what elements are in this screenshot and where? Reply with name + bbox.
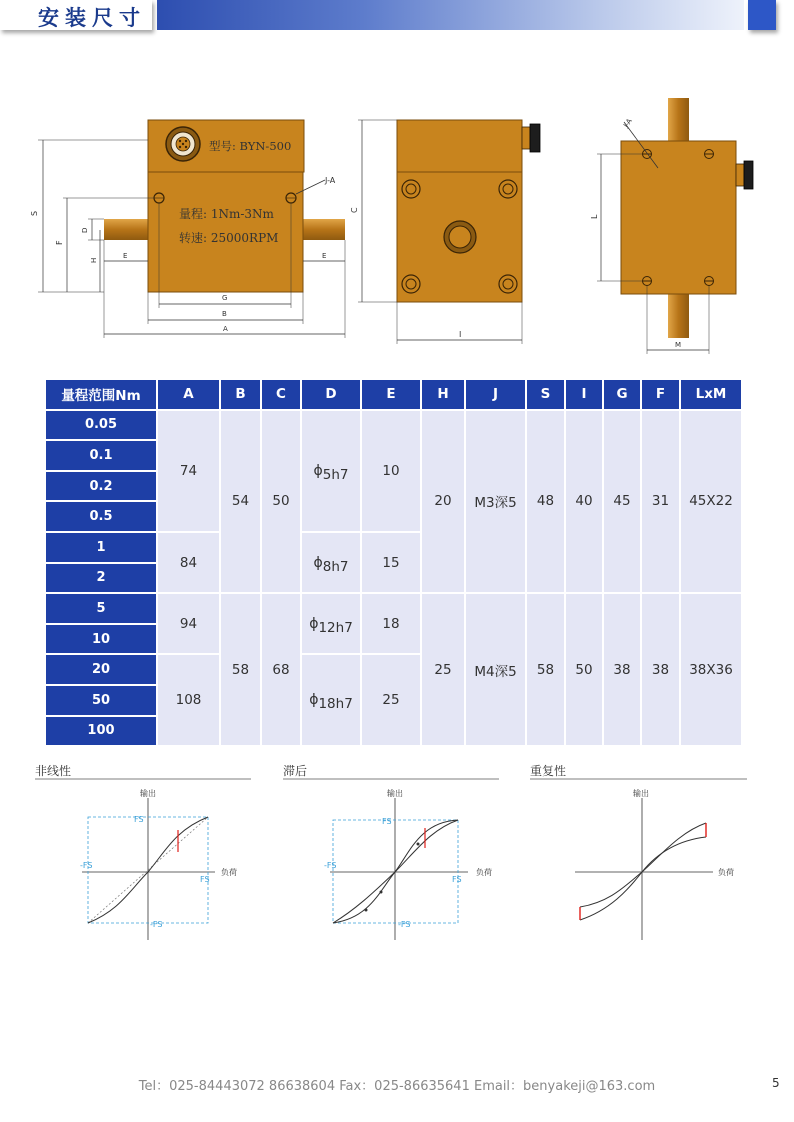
cell-C: 68	[261, 593, 301, 746]
fs-pos-label: FS	[382, 817, 392, 826]
dim-A-label: A	[223, 325, 228, 333]
cell-E: 15	[361, 532, 421, 593]
cell-G: 38	[603, 593, 641, 746]
cell-E: 10	[361, 410, 421, 532]
dim-C-label: C	[350, 207, 359, 213]
unloading-curve	[333, 820, 458, 923]
table-header-row	[45, 379, 742, 410]
dim-G-label: G	[222, 294, 228, 302]
cell-F: 31	[641, 410, 680, 594]
contact-footer: Tel：025-84443072 86638604 Fax：025-86635641 Email：benyakeji@163.com	[138, 1079, 656, 1094]
range-cell: 10	[45, 624, 157, 655]
dim-E-left-label: E	[123, 252, 128, 260]
cell-B: 58	[220, 593, 261, 746]
header-J: J	[465, 379, 526, 410]
dim-J2-label: J-A	[622, 117, 634, 130]
connector-icon	[166, 127, 200, 161]
side-connector	[530, 124, 540, 152]
cell-S: 48	[526, 410, 565, 594]
cell-H: 25	[421, 593, 465, 746]
y-axis-label: 输出	[633, 789, 649, 798]
phi-symbol: ϕ	[313, 462, 323, 479]
range-cell: 100	[45, 716, 157, 747]
top-view	[590, 98, 753, 354]
cell-D-value: 5h7	[322, 466, 349, 483]
cell-I: 40	[565, 410, 603, 594]
top-shaft-upper	[668, 98, 689, 143]
fs-pos-label: FS	[134, 815, 144, 824]
range-cell: 0.5	[45, 501, 157, 532]
header-A: A	[157, 379, 220, 410]
y-axis-label: 输出	[387, 789, 403, 798]
dim-H-label: H	[90, 257, 98, 263]
curve-upper	[580, 823, 706, 907]
header-B: B	[220, 379, 261, 410]
phi-symbol: ϕ	[313, 554, 323, 571]
dim-L-label: L	[590, 214, 599, 219]
characteristic-charts	[0, 760, 794, 950]
fs-neg-label: -FS	[80, 861, 93, 870]
front-view	[30, 120, 345, 338]
side-body	[397, 120, 522, 302]
cell-A: 108	[157, 654, 220, 746]
hysteresis-chart	[283, 763, 499, 940]
side-view	[350, 120, 540, 344]
header-LxM: LxM	[680, 379, 742, 410]
dim-D-label: D	[81, 227, 89, 233]
header-range: 量程范围Nm	[45, 379, 157, 410]
header-gradient-bar	[157, 0, 744, 30]
range-cell: 0.05	[45, 410, 157, 441]
model-label: 型号: BYN-500	[209, 139, 292, 153]
cell-B: 54	[220, 410, 261, 594]
top-body	[621, 141, 736, 294]
cell-S: 58	[526, 593, 565, 746]
fs-y-neg-label: -FS	[398, 920, 411, 929]
header-S: S	[526, 379, 565, 410]
phi-symbol: ϕ	[309, 692, 319, 709]
header-F: F	[641, 379, 680, 410]
speed-label: 转速: 25000RPM	[179, 231, 279, 245]
phi-symbol: ϕ	[309, 615, 319, 632]
nonlinearity-chart	[35, 763, 251, 940]
header-H: H	[421, 379, 465, 410]
right-shaft	[301, 219, 345, 240]
cell-A: 94	[157, 593, 220, 654]
fs-x-label: FS	[452, 875, 462, 884]
x-axis-label: 负荷	[221, 868, 237, 877]
header-E: E	[361, 379, 421, 410]
range-cell: 0.1	[45, 440, 157, 471]
cell-D	[301, 532, 361, 593]
fs-y-neg-label: -FS	[150, 920, 163, 929]
header-G: G	[603, 379, 641, 410]
cell-D-value: 8h7	[322, 558, 349, 575]
dim-M-label: M	[675, 341, 682, 349]
header-square	[748, 0, 776, 30]
cell-J: M3深5	[465, 410, 526, 594]
table-row	[45, 593, 742, 624]
cell-D	[301, 654, 361, 746]
top-shaft-lower	[668, 293, 689, 338]
cell-I: 50	[565, 593, 603, 746]
cell-J: M4深5	[465, 593, 526, 746]
top-connector	[744, 161, 753, 189]
cell-LxM: 38X36	[680, 593, 742, 746]
range-cell: 20	[45, 654, 157, 685]
y-axis-label: 输出	[140, 789, 156, 798]
left-shaft	[104, 219, 150, 240]
header-D: D	[301, 379, 361, 410]
cell-D	[301, 410, 361, 532]
cell-D-value: 18h7	[318, 696, 353, 713]
table-row	[45, 410, 742, 441]
page-number: 5	[772, 1076, 780, 1090]
cell-F: 38	[641, 593, 680, 746]
curve-lower	[580, 837, 706, 920]
cell-G: 45	[603, 410, 641, 594]
cell-D-value: 12h7	[318, 619, 353, 636]
spec-table	[44, 378, 743, 747]
cell-E: 18	[361, 593, 421, 654]
range-cell: 1	[45, 532, 157, 563]
cell-A: 74	[157, 410, 220, 532]
dim-B-label: B	[222, 310, 227, 318]
dim-S-label: S	[30, 210, 39, 216]
page-header	[0, 0, 794, 36]
x-axis-label: 负荷	[476, 868, 492, 877]
fs-x-label: FS	[200, 875, 210, 884]
cell-LxM: 45X22	[680, 410, 742, 594]
dim-J-label: J-A	[325, 176, 336, 185]
range-label: 量程: 1Nm-3Nm	[179, 207, 274, 221]
x-axis-label: 负荷	[718, 868, 734, 877]
header-C: C	[261, 379, 301, 410]
chart-title: 滞后	[283, 764, 308, 778]
chart-title: 非线性	[35, 764, 72, 778]
cell-H: 20	[421, 410, 465, 594]
page-title: 安装尺寸	[38, 6, 146, 30]
cell-A: 84	[157, 532, 220, 593]
range-cell: 50	[45, 685, 157, 716]
cell-D	[301, 593, 361, 654]
installation-drawings	[0, 80, 794, 370]
dim-E-right-label: E	[322, 252, 327, 260]
header-I: I	[565, 379, 603, 410]
range-cell: 0.2	[45, 471, 157, 502]
dim-F-label: F	[55, 240, 64, 245]
repeatability-chart	[530, 763, 747, 940]
cell-E: 25	[361, 654, 421, 746]
cell-C: 50	[261, 410, 301, 594]
range-cell: 2	[45, 563, 157, 594]
dim-I-label: I	[459, 330, 462, 339]
fs-neg-label: -FS	[324, 861, 337, 870]
chart-title: 重复性	[530, 764, 567, 778]
range-cell: 5	[45, 593, 157, 624]
